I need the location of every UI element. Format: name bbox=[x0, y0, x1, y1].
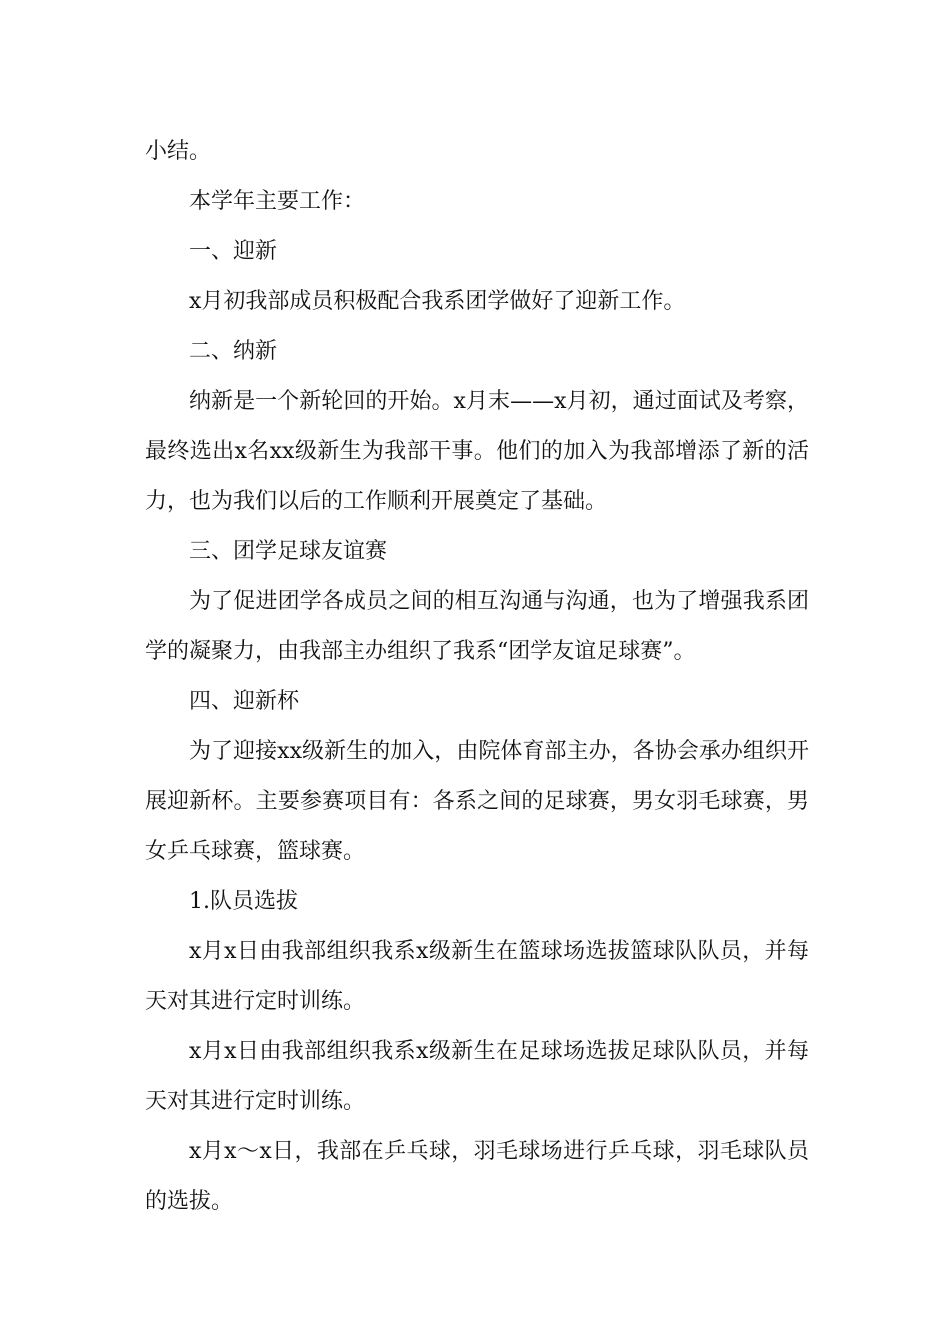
paragraph: 为了迎接xx级新生的加入，由院体育部主办，各协会承办组织开展迎新杯。主要参赛项目有：各系之间的足球赛，男女羽毛球赛，男女乒乓球赛，篮球赛。 bbox=[145, 739, 809, 864]
paragraph: 小结。 bbox=[145, 139, 212, 164]
paragraph: 为了促进团学各成员之间的相互沟通与沟通，也为了增强我系团学的凝聚力，由我部主办组织了我系“团学友谊足球赛”。 bbox=[145, 589, 809, 664]
paragraph: x月x～x日，我部在乒乓球，羽毛球场进行乒乓球，羽毛球队员的选拔。 bbox=[145, 1139, 809, 1214]
subsection-heading: 1.队员选拔 bbox=[189, 889, 298, 914]
paragraph: x月x日由我部组织我系x级新生在篮球场选拔篮球队队员，并每天对其进行定时训练。 bbox=[145, 939, 809, 1014]
paragraph: 本学年主要工作： bbox=[189, 189, 366, 214]
section-heading: 一、迎新 bbox=[189, 239, 278, 264]
paragraph: x月x日由我部组织我系x级新生在足球场选拔足球队队员，并每天对其进行定时训练。 bbox=[145, 1039, 809, 1114]
section-heading: 四、迎新杯 bbox=[189, 689, 300, 714]
document-body bbox=[145, 127, 809, 1227]
paragraph: x月初我部成员积极配合我系团学做好了迎新工作。 bbox=[189, 289, 686, 314]
section-heading: 三、团学足球友谊赛 bbox=[189, 539, 388, 564]
paragraph: 纳新是一个新轮回的开始。x月末——x月初，通过面试及考察，最终选出x名xx级新生为我部干事。他们的加入为我部增添了新的活力，也为我们以后的工作顺利开展奠定了基础。 bbox=[145, 389, 809, 514]
section-heading: 二、纳新 bbox=[189, 339, 278, 364]
